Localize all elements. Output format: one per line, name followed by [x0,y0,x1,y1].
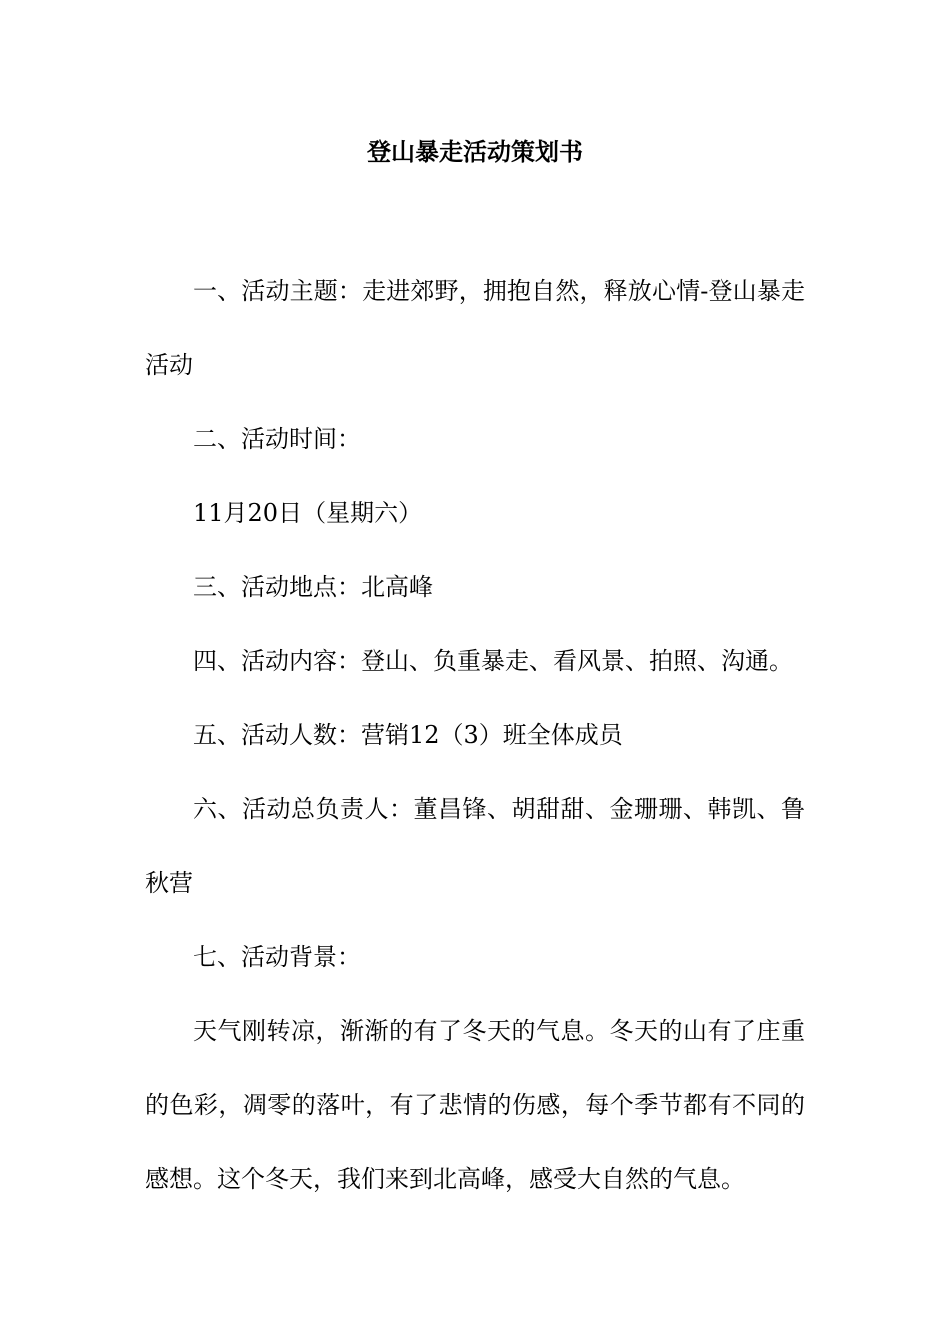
section-time-value: 11月20日（星期六） [193,499,423,527]
section-participants: 五、活动人数：营销12（3）班全体成员 [193,721,623,749]
section-location: 三、活动地点：北高峰 [193,573,433,601]
section-background-heading: 七、活动背景： [193,943,361,971]
section-organizers: 六、活动总负责人：董昌锋、胡甜甜、金珊珊、韩凯、鲁秋营 [145,795,805,897]
section-content: 四、活动内容：登山、负重暴走、看风景、拍照、沟通。 [193,647,793,675]
section-background-text: 天气刚转凉，渐渐的有了冬天的气息。冬天的山有了庄重的色彩，凋零的落叶，有了悲情的伤感，每个季节都有不同的感想。这个冬天，我们来到北高峰，感受大自然的气息。 [145,1017,805,1193]
document-body [145,254,805,1216]
section-time-heading: 二、活动时间： [193,425,361,453]
section-theme: 一、活动主题：走进郊野，拥抱自然，释放心情-登山暴走活动 [145,277,805,379]
document-title: 登山暴走活动策划书 [367,137,583,166]
